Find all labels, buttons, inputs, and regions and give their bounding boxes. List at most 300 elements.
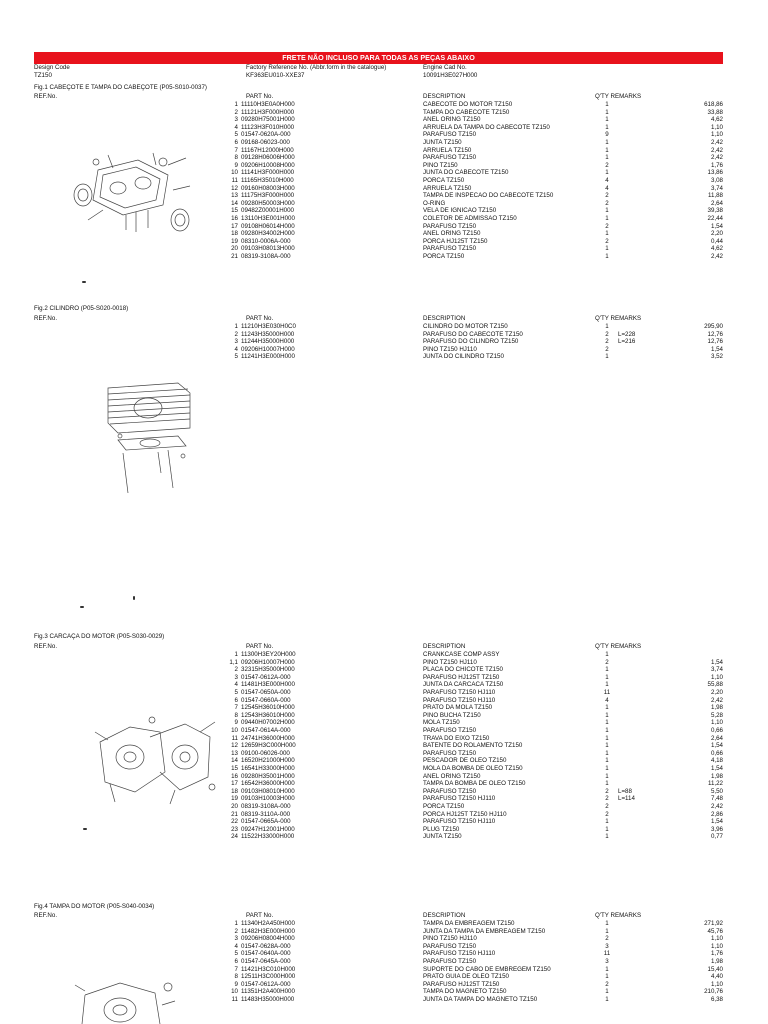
part-number: 11121H3F000H000 (241, 108, 295, 116)
ref-number: 24 (231, 833, 238, 841)
table-row (0, 101, 768, 109)
table-row (0, 811, 768, 819)
price: 1,10 (710, 673, 723, 681)
description: TAMPA DO MAGNETO TZ150 (423, 988, 507, 996)
quantity: 1 (605, 973, 609, 981)
table-row (0, 920, 768, 928)
factory-ref-value: KF363EU010-XXE37 (246, 72, 305, 79)
design-code-value: TZ150 (34, 72, 52, 79)
table-row (0, 323, 768, 331)
quantity: 1 (605, 651, 609, 658)
part-number: 11340H2A450H000 (241, 920, 295, 927)
ref-number: 16 (231, 772, 238, 780)
price: 618,86 (704, 101, 723, 108)
quantity: 2 (605, 199, 609, 207)
ref-col-label: REF.No. (34, 912, 58, 919)
price: 22,44 (707, 215, 723, 222)
table-row (0, 833, 768, 841)
description: PINO BUCHA TZ150 (423, 711, 481, 719)
price: 3,52 (710, 353, 723, 361)
ref-number: 14 (231, 199, 238, 207)
remarks: L=216 (618, 338, 636, 346)
table-row (0, 331, 768, 339)
desc-col-label: DESCRIPTION (423, 93, 466, 100)
table-row (0, 950, 768, 958)
remarks: L=228 (618, 330, 636, 338)
section-title-fig1: Fig.1 CABEÇOTE E TAMPA DO CABEÇOTE (P05-S010-0037) (34, 84, 207, 91)
ref-number: 13 (231, 749, 238, 757)
part-number: 08319-3110A-000 (241, 810, 291, 818)
part-number: 08310-0006A-000 (241, 237, 291, 245)
description: PORCA TZ150 (423, 803, 465, 810)
description: PLUG TZ150 (423, 825, 460, 833)
description: PRATO GUIA DE OLEO TZ150 (423, 973, 509, 981)
quantity: 9 (605, 131, 609, 139)
ref-number: 5 (234, 353, 238, 361)
part-number: 11165H35010H000 (241, 177, 294, 184)
price: 0,77 (710, 833, 723, 841)
quantity: 2 (605, 810, 609, 818)
table-row (0, 935, 768, 943)
part-number: 13110H3E001H000 (241, 215, 295, 222)
description: PARAFUSO TZ150 HJ110 (423, 795, 496, 803)
ref-number: 2 (234, 927, 238, 935)
description: PARAFUSO TZ150 (423, 154, 477, 162)
price: 1,54 (710, 658, 723, 666)
qty-remarks-col-label: Q'TY REMARKS (595, 912, 642, 919)
description: PARAFUSO HJ125T TZ150 (423, 980, 500, 988)
description: PARAFUSO TZ150 (423, 958, 477, 965)
quantity: 1 (605, 704, 609, 712)
quantity: 2 (605, 803, 609, 810)
description: PLACA DO CHICOTE TZ150 (423, 666, 504, 674)
description: PARAFUSO TZ150 (423, 131, 477, 139)
ref-number: 15 (231, 207, 238, 215)
ref-number: 7 (234, 146, 238, 154)
table-row (0, 253, 768, 261)
section-title-fig4: Fig.4 TAMPA DO MOTOR (P05-S040-0034) (34, 903, 155, 910)
table-row (0, 943, 768, 951)
part-number: 16542H36000H000 (241, 780, 295, 788)
price: 4,62 (710, 116, 723, 124)
quantity: 1 (605, 734, 609, 742)
part-number: 09103H10003H000 (241, 795, 295, 803)
quantity: 1 (605, 996, 609, 1003)
part-number: 16520H21000H000 (241, 757, 295, 765)
part-number: 11481H3E000H000 (241, 681, 295, 689)
description: JUNTA DA TAMPA DO MAGNETO TZ150 (423, 996, 538, 1003)
table-row (0, 139, 768, 147)
table-row (0, 659, 768, 667)
table-row (0, 131, 768, 139)
part-number: 01547-0660A-000 (241, 696, 291, 704)
desc-col-label: DESCRIPTION (423, 643, 466, 650)
factory-ref-label: Factory Reference No. (Abbr.form in the catalogue) (246, 64, 387, 71)
ref-number: 1 (234, 920, 238, 927)
ref-number: 11 (231, 996, 238, 1003)
price: 1,98 (710, 772, 723, 780)
price: 2,42 (710, 146, 723, 154)
ref-number: 4 (234, 942, 238, 950)
ref-number: 1 (234, 101, 238, 108)
quantity: 4 (605, 177, 609, 184)
part-number: 09280H50003H000 (241, 199, 295, 207)
description: PINO TZ150 HJ110 (423, 935, 477, 943)
ref-number: 3 (234, 935, 238, 943)
part-number: 01547-0640A-000 (241, 950, 291, 958)
description: PARAFUSO TZ150 (423, 245, 477, 253)
ref-number: 11 (231, 177, 238, 184)
quantity: 1 (605, 139, 609, 146)
quantity: 4 (605, 696, 609, 704)
description: ANEL ORING TZ150 (423, 116, 481, 124)
description: JUNTA TZ150 (423, 139, 462, 146)
quantity: 2 (605, 787, 609, 795)
ref-number: 6 (234, 696, 238, 704)
ref-number: 10 (231, 988, 238, 996)
quantity: 1 (605, 101, 609, 108)
price: 2,42 (710, 154, 723, 162)
ref-number: 21 (231, 810, 238, 818)
price: 1,10 (710, 131, 723, 139)
quantity: 1 (605, 230, 609, 238)
ref-number: 13 (231, 192, 238, 200)
cylinder-head-diagram (68, 150, 198, 245)
ref-number: 8 (234, 973, 238, 981)
quantity: 1 (605, 666, 609, 674)
table-row (0, 245, 768, 253)
quantity: 1 (605, 988, 609, 996)
part-number: 09103H08013H000 (241, 245, 295, 253)
description: TRAVA DO EIXO TZ150 (423, 734, 490, 742)
description: ARRUELA TZ150 (423, 184, 472, 192)
ref-number: 21 (231, 253, 238, 260)
price: 0,44 (710, 237, 723, 245)
price: 2,42 (710, 253, 723, 260)
ref-number: 5 (234, 950, 238, 958)
price: 2,42 (710, 696, 723, 704)
ref-number: 14 (231, 757, 238, 765)
price: 1,98 (710, 704, 723, 712)
description: PRATO DA MOLA TZ150 (423, 704, 493, 712)
quantity: 1 (605, 818, 609, 826)
price: 11,22 (707, 780, 723, 788)
price: 1,10 (710, 942, 723, 950)
table-row (0, 704, 768, 712)
part-number: 09280H35001H000 (241, 772, 295, 780)
quantity: 1 (605, 207, 609, 215)
ref-number: 19 (231, 237, 238, 245)
quantity: 1 (605, 353, 609, 361)
ref-number: 4 (234, 681, 238, 689)
description: PARAFUSO DO CILINDRO TZ150 (423, 338, 519, 346)
quantity: 11 (603, 689, 611, 696)
price: 45,76 (707, 927, 723, 935)
price: 3,96 (710, 825, 723, 833)
ref-number: 19 (231, 795, 238, 803)
description: COLETOR DE ADMISSAO TZ150 (423, 215, 517, 222)
price: 1,98 (710, 958, 723, 965)
ref-number: 22 (231, 818, 238, 826)
table-row (0, 958, 768, 966)
description: JUNTA TZ150 (423, 833, 462, 841)
quantity: 1 (605, 780, 609, 788)
ref-col-label: REF.No. (34, 315, 58, 322)
quantity: 2 (605, 658, 609, 666)
part-number: 11241H3E000H000 (241, 353, 295, 361)
ref-number: 5 (234, 689, 238, 696)
description: PARAFUSO TZ150 HJ110 (423, 696, 496, 704)
price: 0,66 (710, 749, 723, 757)
ref-number: 8 (234, 711, 238, 719)
desc-col-label: DESCRIPTION (423, 315, 466, 322)
description: O-RING (423, 199, 446, 207)
quantity: 1 (605, 742, 609, 750)
price: 210,76 (704, 988, 723, 996)
description: PORCA HJ125T TZ150 HJ110 (423, 810, 507, 818)
ref-number: 16 (231, 215, 238, 222)
part-number: 01547-0650A-000 (241, 689, 291, 696)
price: 1,10 (710, 980, 723, 988)
description: PARAFUSO TZ150 (423, 222, 477, 230)
price: 3,74 (710, 184, 723, 192)
description: JUNTA DA TAMPA DA EMBREAGEM TZ150 (423, 927, 546, 935)
part-number: 01547-0620A-000 (241, 131, 291, 139)
quantity: 1 (605, 749, 609, 757)
quantity: 3 (605, 942, 609, 950)
description: CRANKCASE COMP ASSY (423, 651, 500, 658)
quantity: 2 (605, 935, 609, 943)
part-number: 12659H3C000H000 (241, 742, 296, 750)
ref-number: 3 (234, 338, 238, 346)
quantity: 3 (605, 958, 609, 965)
quantity: 2 (605, 192, 609, 200)
ref-number: 8 (234, 154, 238, 162)
ref-number: 18 (231, 787, 238, 795)
engine-cover-diagram (70, 975, 180, 1024)
cylinder-diagram (98, 378, 198, 498)
quantity: 2 (605, 980, 609, 988)
ref-number: 4 (234, 345, 238, 353)
ref-number: 1 (234, 323, 238, 330)
part-number: 01547-0665A-000 (241, 818, 291, 826)
quantity: 1 (605, 719, 609, 727)
quantity: 1 (605, 765, 609, 772)
table-row (0, 826, 768, 834)
description: PINO TZ150 (423, 161, 458, 169)
part-number: 11483H35000H000 (241, 996, 295, 1003)
quantity: 1 (605, 757, 609, 765)
price: 4,40 (710, 973, 723, 981)
price: 271,92 (704, 920, 723, 927)
description: ARRUELA DA TAMPA DO CABECOTE TZ150 (423, 123, 550, 131)
description: JUNTA DO CILINDRO TZ150 (423, 353, 504, 361)
small-part-mark (83, 828, 87, 830)
quantity: 2 (605, 161, 609, 169)
part-number: 09206H10007H000 (241, 345, 295, 353)
part-col-label: PART No. (246, 93, 274, 100)
price: 2,20 (710, 230, 723, 238)
part-number: 09206H08004H000 (241, 935, 295, 943)
part-number: 08319-3108A-000 (241, 253, 291, 260)
ref-number: 23 (231, 825, 238, 833)
price: 4,62 (710, 245, 723, 253)
description: PORCA TZ150 (423, 177, 465, 184)
ref-number: 7 (234, 704, 238, 712)
ref-number: 12 (231, 184, 238, 192)
qty-remarks-col-label: Q'TY REMARKS (595, 93, 642, 100)
quantity: 1 (605, 108, 609, 116)
part-number: 11210H3E030H0C0 (241, 323, 296, 330)
price: 0,66 (710, 727, 723, 734)
price: 1,54 (710, 345, 723, 353)
quantity: 1 (605, 920, 609, 927)
part-number: 12511H3C000H000 (241, 973, 296, 981)
part-number: 11300H3EY20H000 (241, 651, 296, 658)
part-number: 09100-06026-000 (241, 749, 290, 757)
engine-cad-label: Engine Cad No. (423, 64, 467, 71)
quantity: 1 (605, 772, 609, 780)
crankcase-diagram (90, 712, 220, 807)
part-number: 11167H12000H000 (241, 146, 294, 154)
small-part-mark (80, 606, 84, 608)
ref-number: 20 (231, 245, 238, 253)
table-row (0, 666, 768, 674)
part-number: 11123H3F010H000 (241, 123, 295, 131)
price: 13,86 (707, 169, 723, 177)
price: 15,40 (707, 965, 723, 973)
price: 2,42 (710, 139, 723, 146)
table-row (0, 966, 768, 974)
description: PARAFUSO TZ150 (423, 942, 477, 950)
table-row (0, 124, 768, 132)
ref-number: 9 (234, 980, 238, 988)
price: 1,76 (710, 950, 723, 958)
price: 2,64 (710, 734, 723, 742)
description: PARAFUSO TZ150 HJ110 (423, 689, 496, 696)
part-number: 01547-0628A-000 (241, 942, 291, 950)
ref-col-label: REF.No. (34, 643, 58, 650)
ref-number: 5 (234, 131, 238, 139)
description: PINO TZ150 HJ110 (423, 345, 477, 353)
part-number: 01547-0614A-000 (241, 727, 291, 734)
price: 55,88 (707, 681, 723, 689)
ref-col-label: REF.No. (34, 93, 58, 100)
part-number: 11243H35000H000 (241, 330, 295, 338)
description: PINO TZ150 HJ110 (423, 658, 477, 666)
ref-number: 2 (234, 330, 238, 338)
ref-number: 15 (231, 765, 238, 772)
table-row (0, 651, 768, 659)
price: 2,64 (710, 199, 723, 207)
ref-number: 3 (234, 116, 238, 124)
part-number: 01547-0645A-000 (241, 958, 291, 965)
banner: FRETE NÃO INCLUSO PARA TODAS AS PEÇAS ABAIXO (34, 52, 723, 64)
quantity: 2 (605, 237, 609, 245)
table-row (0, 818, 768, 826)
price: 1,10 (710, 935, 723, 943)
part-col-label: PART No. (246, 643, 274, 650)
description: PARAFUSO TZ150 (423, 749, 477, 757)
ref-number: 6 (234, 139, 238, 146)
description: SUPORTE DO CABO DE EMBREGEM TZ150 (423, 965, 551, 973)
ref-number: 17 (231, 780, 238, 788)
quantity: 1 (605, 711, 609, 719)
price: 5,28 (710, 711, 723, 719)
description: TAMPA DE INSPECAO DO CABECOTE TZ150 (423, 192, 554, 200)
description: VELA DE IGNICAO TZ150 (423, 207, 497, 215)
quantity: 1 (605, 123, 609, 131)
part-number: 09206H10007H000 (241, 658, 295, 666)
qty-remarks-col-label: Q'TY REMARKS (595, 315, 642, 322)
price: 2,20 (710, 689, 723, 696)
part-number: 09168-06023-000 (241, 139, 290, 146)
price: 7,48 (710, 795, 723, 803)
part-number: 12545H36010H000 (241, 704, 295, 712)
desc-col-label: DESCRIPTION (423, 912, 466, 919)
price: 1,10 (710, 719, 723, 727)
quantity: 1 (605, 169, 609, 177)
table-row (0, 109, 768, 117)
ref-number: 10 (231, 169, 238, 177)
quantity: 11 (603, 950, 611, 958)
remarks: L=114 (618, 795, 635, 803)
part-number: 11244H35000H000 (241, 338, 295, 346)
ref-number: 1 (234, 651, 238, 658)
price: 39,38 (707, 207, 723, 215)
part-number: 11421H3C010H000 (241, 965, 296, 973)
quantity: 1 (605, 681, 609, 689)
quantity: 2 (605, 345, 609, 353)
quantity: 1 (605, 673, 609, 681)
quantity: 1 (605, 927, 609, 935)
table-row (0, 697, 768, 705)
part-number: 09206H10008H000 (241, 161, 295, 169)
price: 4,18 (710, 757, 723, 765)
design-code-label: Design Code (34, 64, 70, 71)
part-number: 11351H2A400H000 (241, 988, 295, 996)
quantity: 2 (605, 795, 609, 803)
ref-number: 9 (234, 719, 238, 727)
part-col-label: PART No. (246, 315, 274, 322)
ref-number: 18 (231, 230, 238, 238)
part-number: 01547-0612A-000 (241, 673, 291, 681)
ref-number: 11 (231, 734, 238, 742)
description: PARAFUSO TZ150 (423, 727, 477, 734)
table-row (0, 928, 768, 936)
quantity: 1 (605, 245, 609, 253)
description: MOLA TZ150 (423, 719, 460, 727)
ref-number: 12 (231, 742, 238, 750)
price: 5,50 (710, 787, 723, 795)
part-number: 09280H34002H000 (241, 230, 295, 238)
quantity: 1 (605, 154, 609, 162)
ref-number: 4 (234, 123, 238, 131)
quantity: 1 (605, 215, 609, 222)
small-part-mark (133, 596, 135, 600)
table-row (0, 674, 768, 682)
part-number: 09108H06014H000 (241, 222, 295, 230)
description: PESCADOR DE OLEO TZ150 (423, 757, 507, 765)
ref-number: 7 (234, 965, 238, 973)
quantity: 1 (605, 146, 609, 154)
qty-remarks-col-label: Q'TY REMARKS (595, 643, 642, 650)
quantity: 1 (605, 833, 609, 841)
part-number: 09440H07002H000 (241, 719, 295, 727)
quantity: 4 (605, 184, 609, 192)
part-number: 11175H3F000H000 (241, 192, 295, 200)
quantity: 1 (605, 116, 609, 124)
